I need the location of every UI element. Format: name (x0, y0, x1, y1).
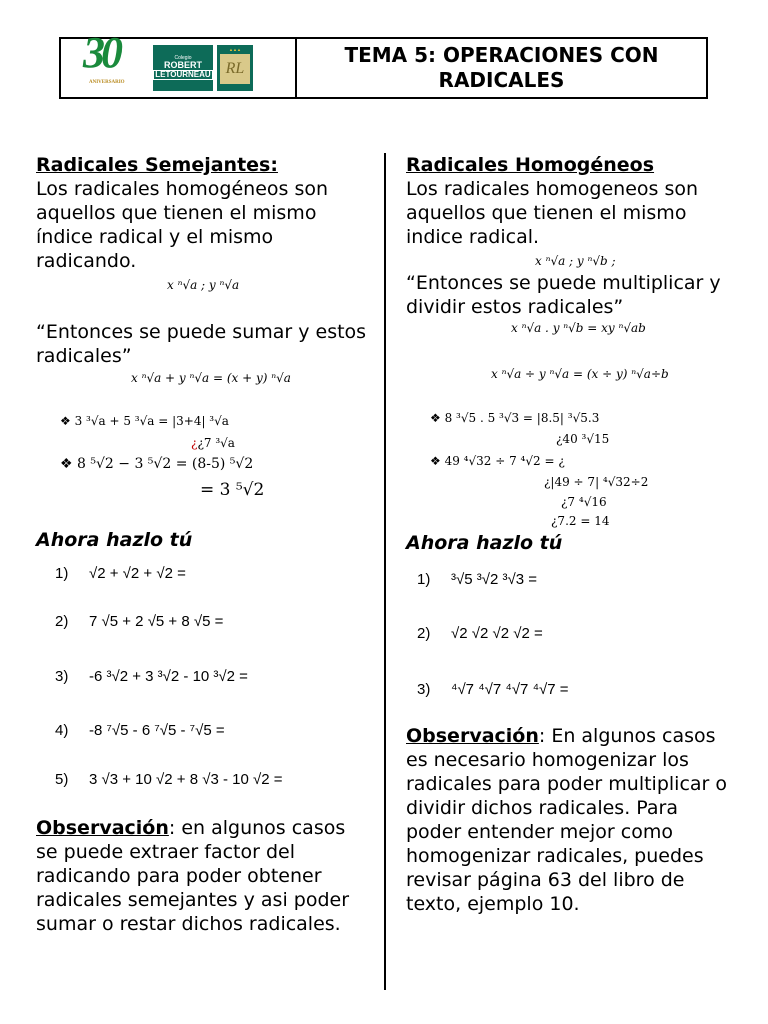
right-obs-text: : En algunos casos es necesario homogenizar los radicales para poder multiplicar o dividir dichos radicales. Para poder entender mejor como homogenizar radicales, puedes revisar página 63 del libro de texto, ejemplo 10. (406, 725, 728, 915)
bullet-icon: ❖ (430, 454, 441, 468)
left-example-2-result: = 3 ⁵√2 (200, 480, 265, 500)
left-obs-text: : en algunos casos se puede extraer factor del radicando para poder obtener radicales semejantes y asi poder sumar o restar dichos radicales. (36, 817, 350, 935)
right-exercise-3: 3) ⁴√7 ⁴√7 ⁴√7 ⁴√7 = (417, 681, 569, 698)
anniversary-logo (83, 28, 149, 103)
bullet-icon: ❖ (60, 414, 71, 428)
right-example-1 (430, 411, 599, 425)
right-heading: Radicales Homogéneos (406, 154, 655, 176)
right-practice-heading: Ahora hazlo tú (406, 532, 563, 554)
school-logo-colegio: Colegio (174, 55, 192, 61)
left-observation (36, 816, 366, 936)
left-practice-heading: Ahora hazlo tú (36, 529, 193, 551)
left-exercise-1: 1) √2 + √2 + √2 = (55, 565, 186, 582)
right-observation (406, 724, 736, 916)
left-example-2-text: 8 ⁵√2 − 3 ⁵√2 = (8-5) ⁵√2 (77, 456, 254, 472)
right-example-2 (430, 454, 565, 468)
right-example-1-text: 8 ³√5 . 5 ³√3 = |8.5| ³√5.3 (444, 411, 600, 425)
anniversary-sub: ANIVERSARIO (89, 80, 125, 85)
header-box (59, 28, 708, 99)
left-quote: “Entonces se puede sumar y estos radicales” (36, 321, 367, 367)
column-divider (384, 153, 386, 990)
bullet-icon: ❖ (60, 456, 73, 472)
left-intro (36, 153, 371, 273)
left-formula-2: x ⁿ√a + y ⁿ√a = (x + y) ⁿ√a (131, 371, 291, 385)
left-exercise-5: 5) 3 √3 + 10 √2 + 8 √3 - 10 √2 = (55, 771, 283, 788)
left-exercise-3: 3) -6 ³√2 + 3 ³√2 - 10 ³√2 = (55, 668, 248, 685)
left-obs-label: Observación (36, 817, 169, 839)
right-formula-2: x ⁿ√a . y ⁿ√b = xy ⁿ√ab (511, 321, 646, 335)
anniversary-number: 30 (83, 28, 119, 77)
right-exercise-1: 1) ³√5 ³√2 ³√3 = (417, 571, 537, 588)
left-exercise-4: 4) -8 ⁷√5 - 6 ⁷√5 - ⁷√5 = (55, 722, 225, 739)
left-heading: Radicales Semejantes: (36, 154, 278, 176)
left-example-1-text: 3 ³√a + 5 ³√a = |3+4| ³√a (74, 414, 229, 428)
page-title: TEMA 5: OPERACIONES CON RADICALES (344, 43, 659, 92)
school-logo-letourneau: LETOURNEAU (155, 70, 211, 79)
right-formula-3: x ⁿ√a ÷ y ⁿ√a = (x ÷ y) ⁿ√a÷b (491, 367, 669, 381)
right-example-2-step-3: ¿7.2 = 14 (551, 514, 610, 528)
right-quote: “Entonces se puede multiplicar y dividir estos radicales” (406, 272, 721, 318)
right-exercise-2: 2) √2 √2 √2 √2 = (417, 625, 543, 642)
right-formula-1: x ⁿ√a ; y ⁿ√b ; (535, 254, 616, 268)
right-example-2-step-2: ¿7 ⁴√16 (561, 495, 607, 509)
left-exercise-2: 2) 7 √5 + 2 √5 + 8 √5 = (55, 613, 224, 630)
right-example-2-step-1: ¿|49 ÷ 7| ⁴√32÷2 (544, 475, 649, 489)
logo-area (61, 28, 297, 97)
right-intro (406, 153, 736, 249)
left-para: Los radicales homogéneos son aquellos que tienen el mismo índice radical y el mismo radicando. (36, 178, 329, 272)
school-logo-robert: ROBERT (164, 60, 202, 70)
left-formula-1: x ⁿ√a ; y ⁿ√a (167, 278, 240, 292)
seal-letters: RL (220, 54, 250, 84)
right-para: Los radicales homogeneos son aquellos que tienen el mismo indice radical. (406, 178, 699, 248)
right-obs-label: Observación (406, 725, 539, 747)
bullet-icon: ❖ (430, 411, 441, 425)
right-example-2-text: 49 ⁴√32 ÷ 7 ⁴√2 = ¿ (444, 454, 565, 468)
left-example-1 (60, 414, 229, 428)
school-logo (153, 45, 213, 91)
right-example-1-result: ¿40 ³√15 (556, 432, 610, 446)
left-example-2 (60, 456, 253, 472)
left-example-1-result: ¿¿7 ³√a (191, 436, 235, 450)
school-seal: ▲▲▲ RL (217, 45, 253, 91)
